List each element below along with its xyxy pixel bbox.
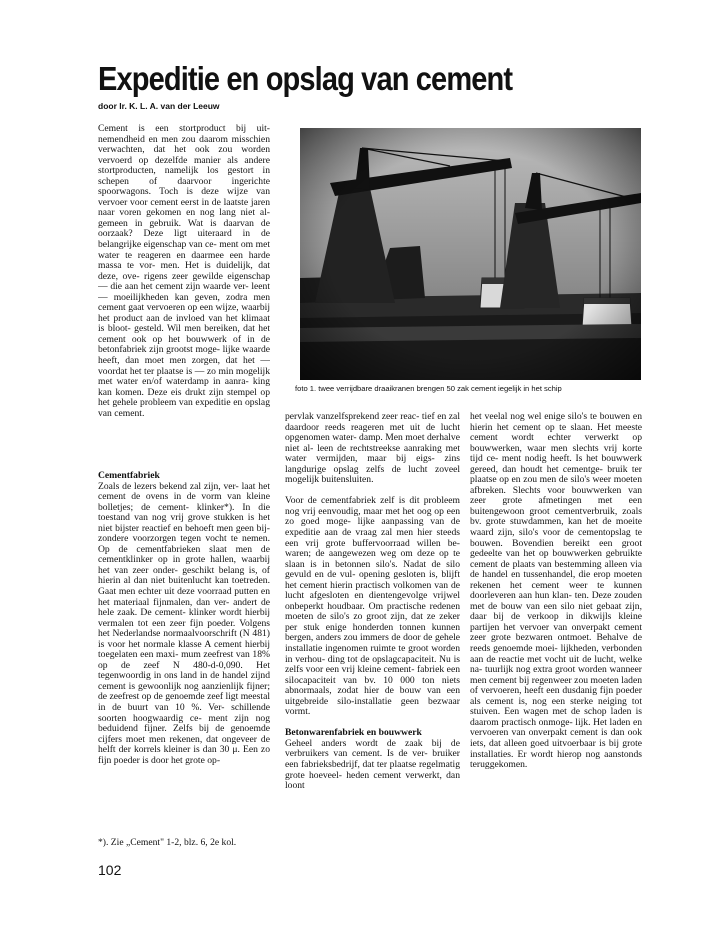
cementfabriek-paragraph: Zoals de lezers bekend zal zijn, ver- laat het cement de ovens in de vorm van kleine bolletjes; de cement- klinker*). In die toestand van nog vrij grove stukken is het niet bijster reactief en behoeft men geen bij- zondere voorzorgen tegen vocht te nemen. Op de cementfabrieken slaat men de cementklinker op in grote hallen, waarbij het van zeer onder- geschikt belang is, of hierin al dan niet buitenlucht kan toetreden. Gaat men echter uit deze voorraad putten en het materiaal fijnmalen, dan ver- andert de hele zaak. De cement- klinker wordt hierbij vermalen tot een zeer fijn poeder. Volgens het Nederlandse normaalvoorschrift (N 481) is voor het normale klasse A cement hierbij toegelaten een maxi- mum zeefrest van 18% op de zeef N 480-d-0,090. Het tegenwoordig in ons land in de handel zijnd cement is gewoonlijk nog aanzienlijk fijner; de zeefrest op de genoemde zeef ligt meestal in de buurt van 10 %. Ver- schillende soorten hoogwaardig ce- ment zijn nog beduidend fijner. Zelfs bij de genoemde cijfers moet men rekenen, dat ongeveer de helft der korrels kleiner is dan 30 μ. Een zo fijn poeder is door het grote op- bbox=[98, 480, 270, 766]
column-3-paragraph-1: het veelal nog wel enige silo's te bouwen en hierin het cement op te slaan. Het meeste cement wordt echter verwerkt op bouwwerken, waar men slechts vrij korte tijd ce- ment nodig heeft. Is het bouwwerk gereed, dan houdt het cementge- bruik ter plaatse op en zou men de silo's weer moeten afbreken. Slechts voor bouwwerken van zeer grote afmetingen met een buitengewoon groot cementverbruik, zoals bv. grote stuwdammen, kan het de moeite waard zijn, silo's voor de cementopslag te bouwen. Bovendien bereikt een groot gedeelte van het op bouwwerken gebruikte cement de plaats van bestemming alleen via de handel en tussenhandel, die erop moeten rekenen het cement weer te kunnen doorleveren aan hun klan- ten. Deze zouden met de bouw van een silo niet gebaat zijn, daar bij de verkoop in dikwijls kleine partijen het vervoer van onverpakt cement zeer grote bezwaren ontmoet. Behalve de reeds genoemde moei- lijkheden, verbonden aan de reactie met vocht uit de lucht, welke na- tuurlijk nog extra groot worden wanneer men cement bij regenweer zou moeten laden of vervoeren, heeft een dusdanig fijn poeder als cement is, nog een sterke neiging tot stuiven. Een wagen met de schop laden is daarom practisch onmoge- lijk. Het laden en vervoeren van onverpakt cement is dan ook iets, dat alleen goed uitvoerbaar is bij grote installaties. Er wordt hierop nog aanstonds teruggekomen. bbox=[470, 412, 642, 771]
section-heading-cementfabriek: Cementfabriek bbox=[98, 471, 160, 481]
article-byline: door Ir. K. L. A. van der Leeuw bbox=[98, 101, 220, 111]
column-3 bbox=[470, 412, 642, 852]
column-2-paragraph-1: pervlak vanzelfsprekend zeer reac- tief en zal daardoor reeds reageren met uit de lucht opgenomen water- damp. Men moet derhalve niet al- leen de rechtstreekse aanraking met water vermijden, maar bij eigs- zins langdurige opslag zelfs de lucht zoveel mogelijk buitensluiten. bbox=[285, 412, 460, 486]
column-2-paragraph-2: Voor de cementfabriek zelf is dit probleem nog vrij eenvoudig, maar met het oog op een zo goed moge- lijke aanpassing van de expeditie aan de vraag zal men hier steeds een vrij grote buffervoorraad willen be- waren; de aangewezen weg om deze op te slaan is in betonnen silo's. Nadat de silo gevuld en de vul- opening gesloten is, blijft het cement hierin practisch volkomen van de lucht afgesloten en dientengevolge vrijwel onbeperkt houdbaar. Om practische redenen moeten de silo's zo groot zijn, dat ze zeker per stuk enige honderden tonnen kunnen bergen, anders zou immers de door de gehele installatie ingenomen ruimte te groot worden in verhou- ding tot de opslagcapaciteit. Nu is zelfs voor een vrij kleine cement- fabriek een silocapaciteit van bv. 10 000 ton niets abnormaals, zodat hier de bouw van een uitgebreide silo-installatie geen bezwaar vormt. bbox=[285, 495, 460, 718]
crane-photo-illustration bbox=[300, 128, 641, 380]
footnote-block bbox=[98, 838, 270, 852]
column-1-section bbox=[98, 471, 270, 821]
footnote: *). Zie „Cement" 1-2, blz. 6, 2e kol. bbox=[98, 838, 237, 848]
column-1-intro bbox=[98, 124, 270, 469]
page-number: 102 bbox=[98, 862, 122, 878]
article-title: Expeditie en opslag van cement bbox=[98, 60, 513, 97]
column-2-paragraph-3: Geheel anders wordt de zaak bij de verbruikers van cement. Is de ver- bruiker een fabrieksbedrijf, dat ter plaatse regelmatig grote hoeveel- heden cement verwerkt, dan loont bbox=[285, 737, 460, 792]
photo-cranes bbox=[300, 128, 641, 380]
intro-paragraph: Cement is een stortproduct bij uit- nemendheid en men zou daarom misschien verwachten, dat het ook zou worden vervoerd op dezelfde manier als andere stortproducten, namelijk los gestort in schepen of daarvoor ingerichte spoorwagons. Toch is deze wijze van vervoer voor cement eerst in de laatste jaren naar voren gekomen en nog lang niet al- gemeen in gebruik. Wat is daarvan de oorzaak? Deze ligt uiteraard in de belangrijke eigenschap van ce- ment om met water te reageren en daarmee een harde massa te vor- men. Het is duidelijk, dat deze, ove- rigens zeer gewilde eigenschap — die aan het cement zijn waarde ver- leent — moeilijkheden kan geven, zodra men cement gaat vervoeren op een wijze, waarbij het product aan de invloed van het klimaat is bloot- gesteld. Wil men bereiken, dat het cement ook op het bouwwerk of in de betonfabriek zijn grootst moge- lijke waarde heeft, dan moet men zorgen, dat het — voordat het ter plaatse is — zo min mogelijk met water en/of waterdamp in aanra- king kan komen. Deze eis drukt zijn stempel op het gehele probleem van expeditie en opslag van cement. bbox=[98, 124, 270, 419]
column-2 bbox=[285, 412, 460, 852]
section-heading-betonwarenfabriek: Betonwarenfabriek en bouwwerk bbox=[285, 727, 422, 739]
photo-caption: foto 1. twee verrijdbare draaikranen brengen 50 zak cement iegelijk in het schip bbox=[295, 384, 562, 393]
